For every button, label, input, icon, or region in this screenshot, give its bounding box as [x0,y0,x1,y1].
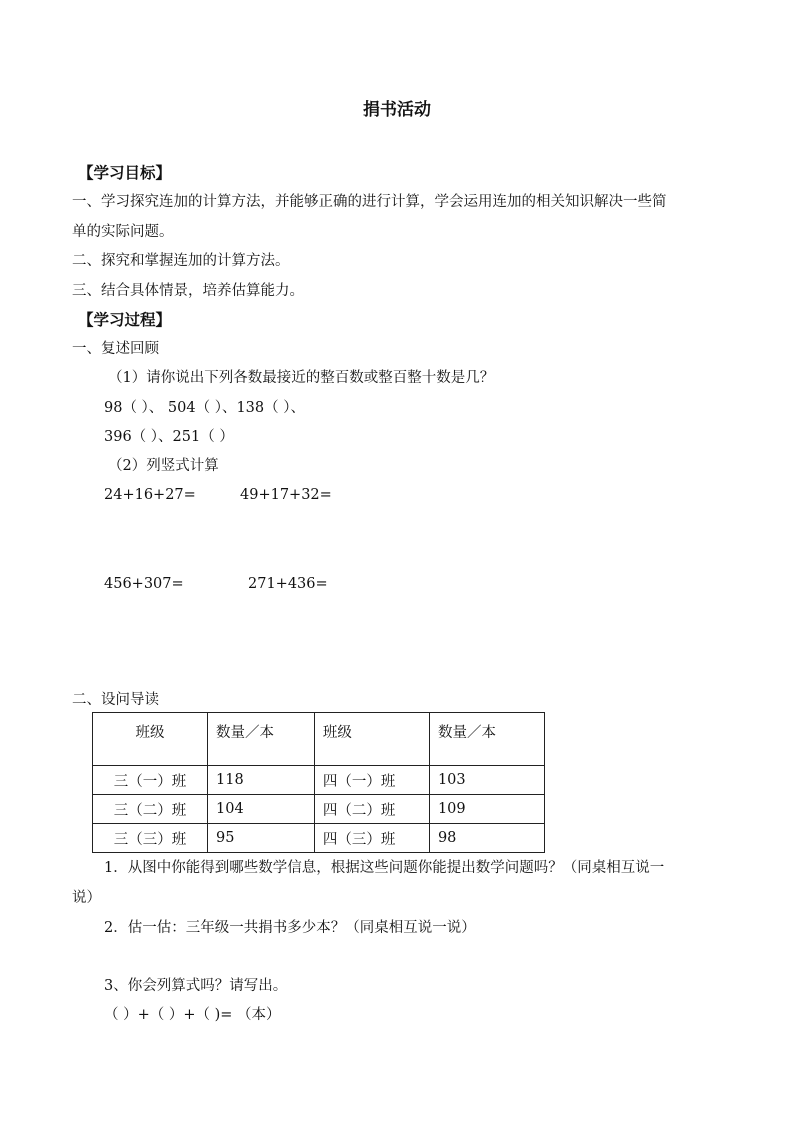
table-cell: 四（一）班 [314,766,429,795]
guide-question-1-line-1: 1．从图中你能得到哪些数学信息，根据这些问题你能提出数学问题吗？（同桌相互说一 [104,860,665,876]
calc-expression-3: 456+307= [104,576,184,592]
rounding-line-2: 396（ ）、251（ ） [104,429,234,445]
table-header-cell: 班级 [93,713,208,766]
rounding-line-1: 98（ ）、 504（ ）、138（ ）、 [104,400,305,416]
table-cell: 四（三）班 [314,824,429,853]
table-header-cell: 数量／本 [429,713,544,766]
table-cell: 109 [429,795,544,824]
table-header-cell: 班级 [314,713,429,766]
guide-heading: 二、设问导读 [72,692,159,708]
table-row [93,824,545,853]
guide-question-1-line-2: 说） [72,890,101,906]
table-header-row [93,713,545,766]
goal-item-2: 二、探究和掌握连加的计算方法。 [72,253,290,269]
table-cell: 103 [429,766,544,795]
goal-item-1-line-2: 单的实际问题。 [72,224,174,240]
process-header: 【学习过程】 [78,310,172,329]
calc-expression-2: 49+17+32= [240,487,332,503]
page-title: 捐书活动 [363,100,431,120]
table-header-cell: 数量／本 [208,713,315,766]
table-cell: 118 [208,766,315,795]
table-cell: 104 [208,795,315,824]
calc-expression-1: 24+16+27= [104,487,196,503]
guide-question-2: 2．估一估：三年级一共捐书多少本？（同桌相互说一说） [104,920,476,936]
goal-item-3: 三、结合具体情景，培养估算能力。 [72,283,304,299]
table-cell: 95 [208,824,315,853]
review-question-2: （2）列竖式计算 [108,458,219,474]
table-row [93,766,545,795]
donation-table [92,712,545,853]
goal-item-1-line-1: 一、学习探究连加的计算方法，并能够正确的进行计算，学会运用连加的相关知识解决一些简 [72,194,667,210]
table-cell: 四（二）班 [314,795,429,824]
goals-header: 【学习目标】 [78,163,172,182]
formula-blank: （ ）+（ ）+（ )= （本） [104,1007,281,1023]
table-row [93,795,545,824]
calc-expression-4: 271+436= [248,576,328,592]
table-cell: 三（三）班 [93,824,208,853]
table-cell: 98 [429,824,544,853]
review-question-1: （1）请你说出下列各数最接近的整百数或整百整十数是几？ [108,370,495,386]
guide-question-3: 3、你会列算式吗？请写出。 [104,978,288,994]
review-heading: 一、复述回顾 [72,341,159,357]
table-cell: 三（二）班 [93,795,208,824]
table-cell: 三（一）班 [93,766,208,795]
